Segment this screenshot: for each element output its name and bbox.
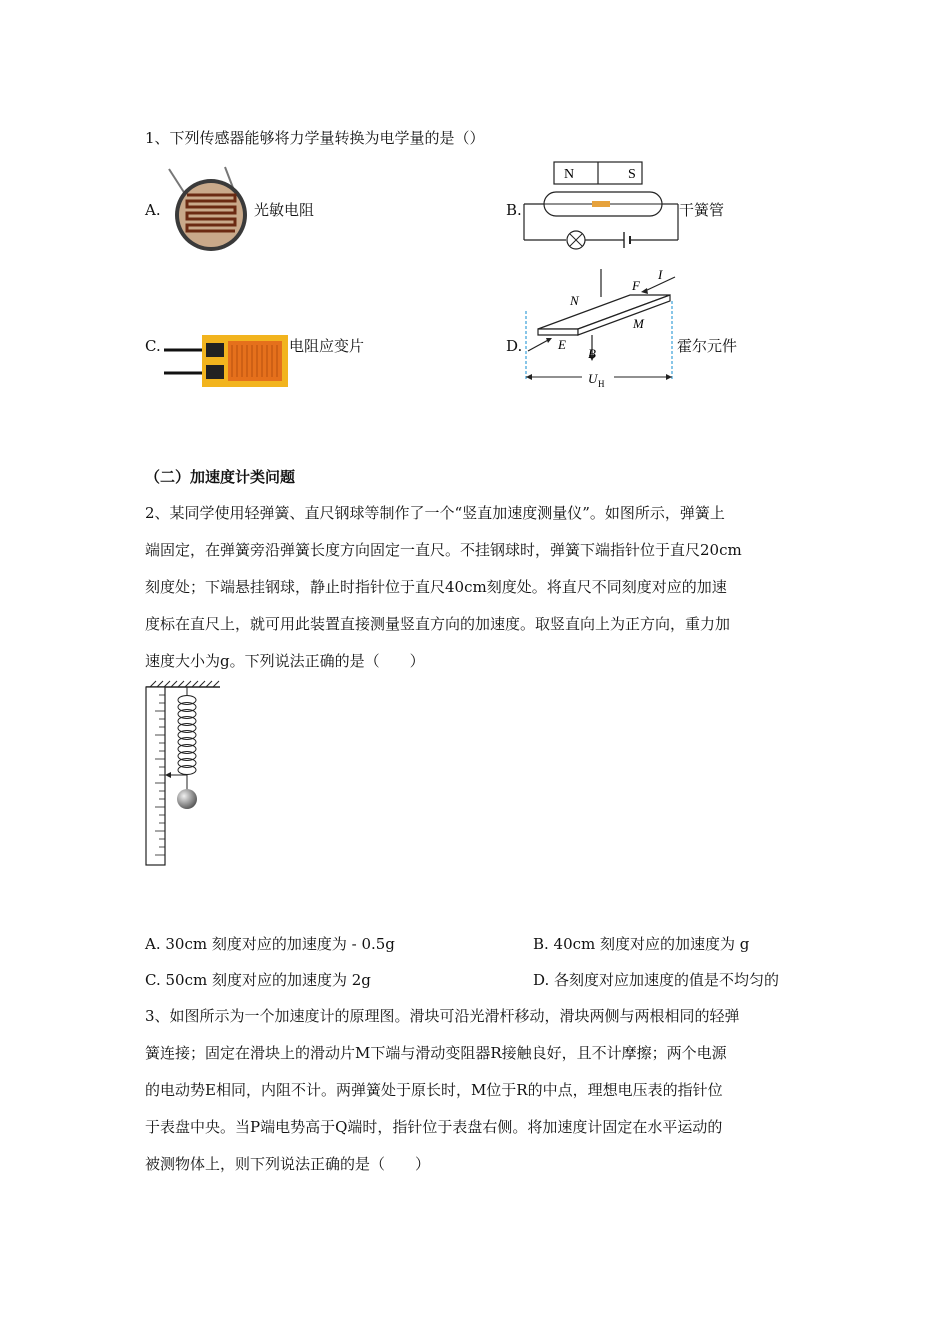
spring-ruler-figure — [142, 680, 224, 868]
q1-option-a-label: 光敏电阻 — [254, 201, 315, 219]
hall-u-label: U — [588, 371, 598, 386]
q2-line-1: 2、某同学使用轻弹簧、直尺钢球等制作了一个“竖直加速度测量仪”。如图所示，弹簧上 — [145, 504, 725, 522]
q2-option-a: A. 30cm 刻度对应的加速度为 - 0.5g — [145, 935, 395, 953]
q1-stem: 1、下列传感器能够将力学量转换为电学量的是（） — [145, 129, 485, 147]
q2-line-5: 速度大小为g。下列说法正确的是（ ） — [145, 652, 425, 670]
q1-option-b-letter: B. — [506, 201, 522, 219]
strain-gauge-figure — [162, 333, 290, 389]
magnet-n-label: N — [564, 167, 575, 182]
q2-line-2: 端固定，在弹簧旁沿弹簧长度方向固定一直尺。不挂钢球时，弹簧下端指针位于直尺20cm — [145, 541, 742, 559]
q1-option-d-letter: D. — [506, 337, 523, 355]
q1-option-a-letter: A. — [145, 201, 161, 219]
q3-line-3: 的电动势E相同，内阻不计。两弹簧处于原长时，M位于R的中点，理想电压表的指针位 — [145, 1081, 723, 1099]
hall-u-sub-label: H — [598, 379, 605, 389]
hall-n-label: N — [570, 293, 579, 308]
q1-option-d-label: 霍尔元件 — [677, 337, 738, 355]
q1-option-c-letter: C. — [145, 337, 161, 355]
hall-b-label: B — [588, 346, 596, 361]
q3-line-2: 簧连接；固定在滑块上的滑动片M下端与滑动变阻器R接触良好，且不计摩擦；两个电源 — [145, 1044, 727, 1062]
q1-option-b-label: 干簧管 — [679, 201, 725, 219]
q3-line-5: 被测物体上，则下列说法正确的是（ ） — [145, 1155, 431, 1173]
reed-switch-figure — [520, 158, 685, 250]
section-heading: （二）加速度计类问题 — [145, 468, 296, 486]
q3-line-4: 于表盘中央。当P端电势高于Q端时，指针位于表盘右侧。将加速度计固定在水平运动的 — [145, 1118, 723, 1136]
q2-option-b: B. 40cm 刻度对应的加速度为 g — [533, 935, 750, 953]
hall-e-label: E — [558, 337, 566, 352]
q3-line-1: 3、如图所示为一个加速度计的原理图。滑块可沿光滑杆移动，滑块两侧与两根相同的轻弹 — [145, 1007, 740, 1025]
q2-line-3: 刻度处；下端悬挂钢球，静止时指针位于直尺40cm刻度处。将直尺不同刻度对应的加速 — [145, 578, 727, 596]
q2-option-c: C. 50cm 刻度对应的加速度为 2g — [145, 971, 371, 989]
hall-f-label: F — [632, 278, 640, 293]
q2-option-d: D. 各刻度对应加速度的值是不均匀的 — [533, 971, 780, 989]
hall-m-label: M — [633, 316, 644, 331]
hall-element-figure — [520, 265, 680, 393]
q1-option-c-label: 电阻应变片 — [289, 337, 365, 355]
photoresistor-figure — [165, 165, 257, 255]
q2-line-4: 度标在直尺上，就可用此装置直接测量竖直方向的加速度。取竖直向上为正方向，重力加 — [145, 615, 731, 633]
hall-i-label: I — [658, 267, 663, 282]
magnet-s-label: S — [628, 167, 636, 182]
